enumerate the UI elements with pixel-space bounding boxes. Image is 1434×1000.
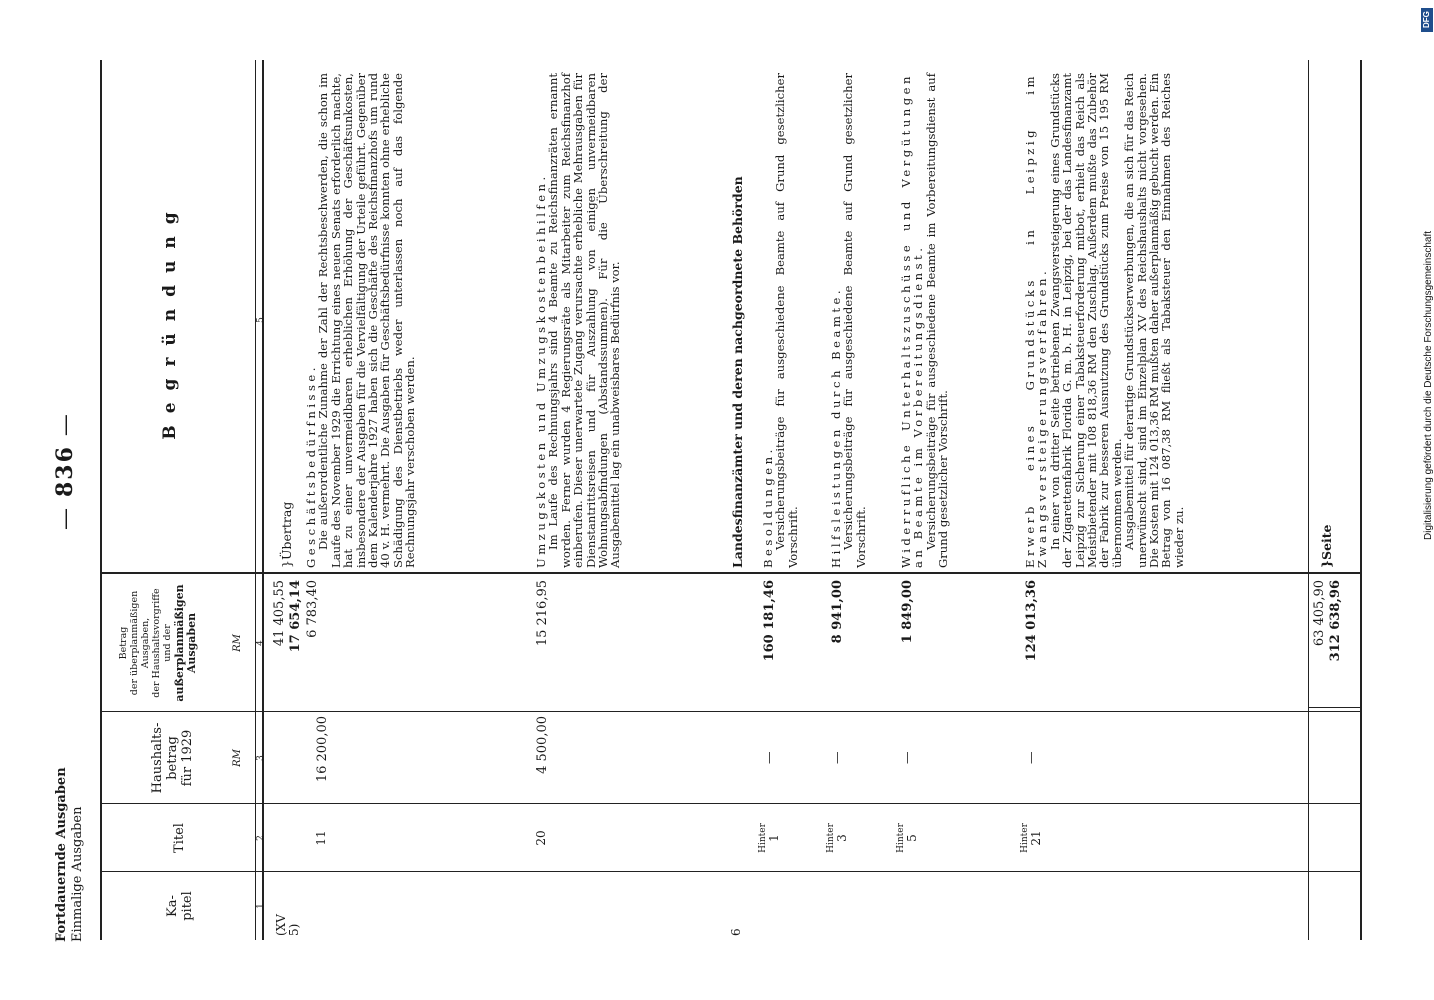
haushalt-11: 16 200,00	[315, 716, 330, 783]
haushalt-dash-1: —	[761, 751, 776, 764]
kapitel-6-heading: Landesfinanzämter und deren nachgeordnete Behörden	[730, 176, 745, 568]
table-bottom-rule	[1360, 60, 1362, 940]
haushalt-dash-3: —	[829, 751, 844, 764]
colnum-1: 1	[256, 903, 266, 909]
header-fortdauernde: Fortdauernde Ausgaben	[54, 767, 69, 942]
reason-11: Geschäftsbedürfnisse. Die außerordentliche Zunahme der Zahl der Rechtsbeschwerden, die schon im Laufe des November 1929 die Errichtung eines neuen Senats erforderlich machte, hat zu einer unvermeidbaren erheblichen Erhöhung der Geschäftsunkosten, insbesondere der Ausgaben für die Vervielfältigung der Urteile geführt. Gegenüber dem Kalenderjahre 1927 haben sich die Geschäfte des Reichsfinanzhofs um rund 40 v. H. vermehrt. Die Ausgaben für Geschäftsbedürfnisse konnten ohne erhebliche Schädigung des Dienstbetriebs weder unterlassen noch auf das folgende Rechnungsjahr verschoben werden.	[304, 73, 418, 568]
col-head-haushalt: Haushalts- betrag für 1929	[150, 722, 195, 794]
col-head-begruendung: Begründung	[160, 200, 180, 440]
titel-hinter-5: Hinter 5	[896, 823, 919, 853]
col-head-titel: Titel	[172, 823, 187, 853]
col-unit-3: RM	[232, 749, 243, 767]
betrag-11: 6 783,40	[305, 580, 320, 638]
colnum-4: 4	[256, 640, 266, 646]
col-head-betrag: Betrag der überplanmäßigen Ausgaben, der Haushaltsvorgriffe und der	[118, 588, 173, 698]
kapitel-xv5: (XV 5)	[274, 914, 301, 936]
reason-hinter-3: Hilfsleistungen durch Beamte. Versicherungsbeiträge für ausgeschiedene Beamte auf Grund gesetzlicher Vorschrift.	[829, 73, 868, 568]
betrag-hinter-1: 160 181,46	[762, 580, 777, 662]
reason-20: Umzugskosten und Umzugskostenbeihilfen. Im Laufe des Rechnungsjahrs sind 4 Beamte zu Reichsfinanzräten ernannt worden. Ferner wurden 4 Regierungsräte als Mitarbeiter zum Reichsfinanzhof einberufen. Dieser unerwartete Zugang verursachte erhebliche Mehrausgaben für Dienstantrittsreisen und für Auszahlung von einigen unvermeidbaren Wohnungsabfindungen (Abstandssummen). Für die Überschreitung der Ausgabemittel lag ein unabweisbares Bedürfnis vor.	[534, 73, 623, 568]
seite-amount-a: 63 405,90	[1312, 580, 1327, 647]
page-number: — 836 —	[52, 412, 78, 530]
reason-hinter-5: Widerrufliche Unterhaltszuschüsse und Vergütungen an Beamte im Vorbereitungsdienst. Versicherungsbeiträge für ausgeschiedene Beamte im Vorbereitungsdienst auf Grund gesetzlicher Vorschrift.	[899, 73, 951, 568]
seite-label: }Seite	[1319, 524, 1334, 568]
seite-amount-b: 312 638,96	[1328, 580, 1343, 662]
uebertrag-amount-b: 17 654,14	[288, 580, 303, 653]
col-head-betrag-strong: außerplanmäßigen Ausgaben	[173, 584, 198, 702]
haushalt-dash-5: —	[899, 751, 914, 764]
haushalt-20: 4 500,00	[535, 716, 550, 774]
uebertrag-label: }Übertrag	[279, 501, 294, 568]
titel-hinter-21: Hinter 21	[1020, 823, 1043, 853]
col-sep-4	[100, 572, 1360, 574]
titel-11: 11	[314, 830, 328, 846]
titel-20: 20	[534, 830, 548, 846]
titel-hinter-1: Hinter 1	[758, 823, 781, 853]
table-top-rule	[100, 60, 102, 940]
totals-rule	[1308, 60, 1309, 940]
col-unit-4: RM	[232, 634, 243, 652]
digitization-credit: Digitalisierung gefördert durch die Deutsche Forschungsgemeinschaft	[1423, 230, 1434, 540]
betrag-hinter-5: 1 849,00	[900, 580, 915, 644]
kapitel-6: 6	[729, 928, 743, 936]
titel-hinter-3: Hinter 3	[826, 823, 849, 853]
uebertrag-amount-a: 41 405,55	[272, 580, 287, 647]
haushalt-dash-21: —	[1023, 751, 1038, 764]
dfg-logo-icon: DFG	[1421, 8, 1433, 32]
betrag-20: 15 216,95	[535, 580, 550, 647]
reason-hinter-21: Erwerb eines Grundstücks in Leipzig im Zwangsversteigerungsverfahren. In einer von dritter Seite betriebenen Zwangsversteigerung eines Grundstücks der Zigarettenfabrik Florida G. m. b. H. in Leipzig, bei der das Landesfinanzamt Leipzig zur Sicherung einer Tabaksteuerforderung mitbot, erhielt das Reich als Meistbietender mit 108 818,36 RM den Zuschlag. Außerdem mußte das Zubehör der Fabrik zur besseren Ausnutzung des Grundstücks zum Preise von 15 195 RM übernommen werden. Ausgabemittel für derartige Grundstückserwerbungen, die an sich für das Reich unerwünscht sind, sind im Einzelplan XV des Reichshaushalts nicht vorgesehen. Die Kosten mit 124 013,36 RM mußten daher außerplanmäßig gebucht werden. Ein Betrag von 16 087,38 RM fließt als Tabaksteuer den Einnahmen des Reiches wieder zu.	[1023, 73, 1186, 568]
reason-hinter-1: Besoldungen. Versicherungsbeiträge für ausgeschiedene Beamte auf Grund gesetzlicher Vorschrift.	[761, 73, 800, 568]
col-head-kapitel: Ka- pitel	[165, 891, 195, 921]
colnum-2: 2	[256, 835, 266, 841]
betrag-hinter-3: 8 941,00	[830, 580, 845, 644]
colnum-5: 5	[256, 317, 266, 323]
colnum-3: 3	[256, 755, 266, 761]
col-sep-2	[100, 803, 1360, 804]
col-sep-1	[100, 871, 1360, 872]
header-einmalige: Einmalige Ausgaben	[70, 806, 85, 942]
betrag-hinter-21: 124 013,36	[1024, 580, 1039, 662]
col-sep-3	[100, 711, 1360, 712]
